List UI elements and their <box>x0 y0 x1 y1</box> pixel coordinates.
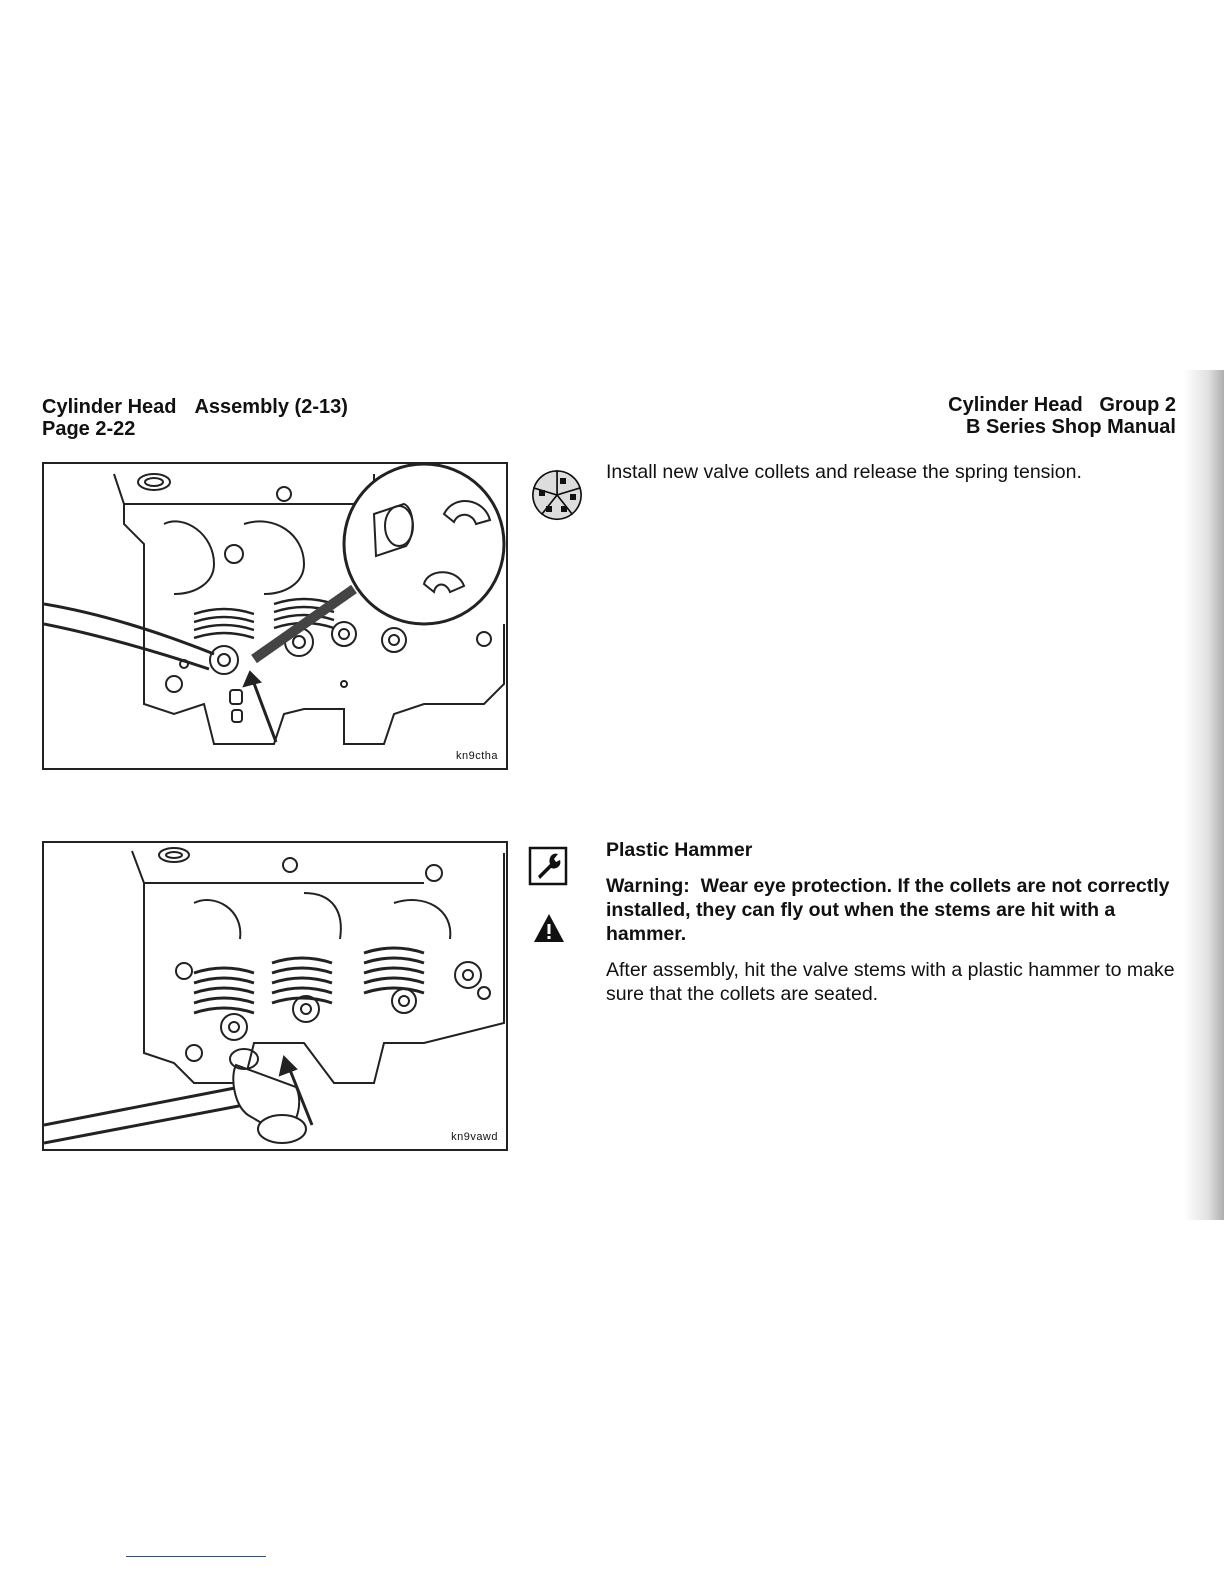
page-number: Page 2-22 <box>42 418 136 440</box>
multi-tool-icon <box>528 468 586 522</box>
cylinder-head-illustration <box>44 464 508 770</box>
figure-plastic-hammer <box>42 841 508 1151</box>
warning-text: Warning: Wear eye protection. If the collets are not correctly installed, they can fly out when the stems are hit with a hammer. <box>606 875 1175 945</box>
step-seat-collets: After assembly, hit the valve stems with a plastic hammer to make sure that the collets are seated. <box>606 959 1175 1005</box>
figure-code: kn9ctha <box>455 750 498 762</box>
procedure-title: Assembly (2-13) <box>194 396 348 418</box>
scan-edge-shadow <box>1184 370 1224 1220</box>
figure-collet-install <box>42 462 508 770</box>
tool-name: Plastic Hammer <box>606 839 753 861</box>
hammer-illustration <box>44 843 508 1151</box>
group-label: Cylinder Head Group 2 <box>948 394 1176 416</box>
page-header-left <box>42 396 348 440</box>
warning-triangle-icon <box>532 912 566 944</box>
page-header-right <box>948 394 1176 438</box>
manual-label: B Series Shop Manual <box>965 416 1176 438</box>
wrench-icon <box>528 846 568 886</box>
figure-code: kn9vawd <box>451 1131 498 1143</box>
footer-rule <box>126 1556 266 1557</box>
step-install-collets: Install new valve collets and release the spring tension. <box>606 461 1082 483</box>
section-title: Cylinder Head <box>42 396 177 418</box>
